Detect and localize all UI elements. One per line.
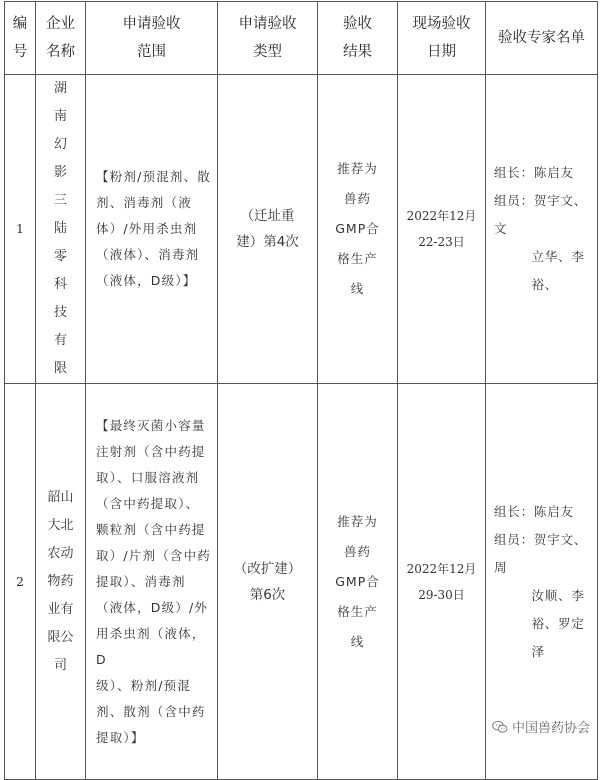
acceptance-result: 推荐为 兽药 GMP合 格生产 线: [318, 75, 398, 384]
watermark-text: 中国兽药协会: [511, 721, 590, 736]
header-experts: 验收专家名单: [486, 2, 598, 75]
acceptance-scope: 【最终灭菌小容量 注射剂（含中药提 取）、口服溶液剂 （含中药提取）、 颗粒剂（含中药提 取）/片剂（含中药 提取）、消毒剂 （液体，D级）/外 用杀虫剂（液体，D 级）、粉剂/预混 剂、散剂（含中药 提取）】: [86, 384, 218, 780]
expert-list: 组长：陈启友 组员：贺宇文、周 汝顺、李裕、罗定 泽: [486, 384, 598, 780]
header-type: 申请验收 类型: [218, 2, 318, 75]
header-date: 现场验收 日期: [398, 2, 486, 75]
header-result: 验收 结果: [318, 2, 398, 75]
header-no: 编 号: [5, 2, 36, 75]
inspection-date: 2022年12月 29-30日: [398, 384, 486, 780]
company-name: 湖 南 幻 影 三 陆 零 科 技 有 限: [36, 75, 86, 384]
company-name: 韶山 大北 农动 物药 业有 限公 司: [36, 384, 86, 780]
acceptance-type: （改扩建） 第6次: [218, 384, 318, 780]
acceptance-result: 推荐为 兽药 GMP合 格生产 线: [318, 384, 398, 780]
acceptance-type: （迁址重 建）第4次: [218, 75, 318, 384]
row-number: 2: [5, 384, 36, 780]
acceptance-scope: 【粉剂/预混剂、散 剂、消毒剂（液 体）/外用杀虫剂 （液体）、消毒剂 （液体，D级）】: [86, 75, 218, 384]
wechat-icon: [492, 720, 508, 734]
row-number: 1: [5, 75, 36, 384]
header-scope: 申请验收 范围: [86, 2, 218, 75]
acceptance-table: [4, 1, 598, 780]
expert-list: 组长：陈启友 组员：贺宇文、文 立华、李裕、: [486, 75, 598, 384]
header-row: [5, 2, 598, 75]
header-company: 企业 名称: [36, 2, 86, 75]
inspection-date: 2022年12月 22-23日: [398, 75, 486, 384]
table-row: [5, 75, 598, 384]
watermark: [492, 717, 590, 736]
